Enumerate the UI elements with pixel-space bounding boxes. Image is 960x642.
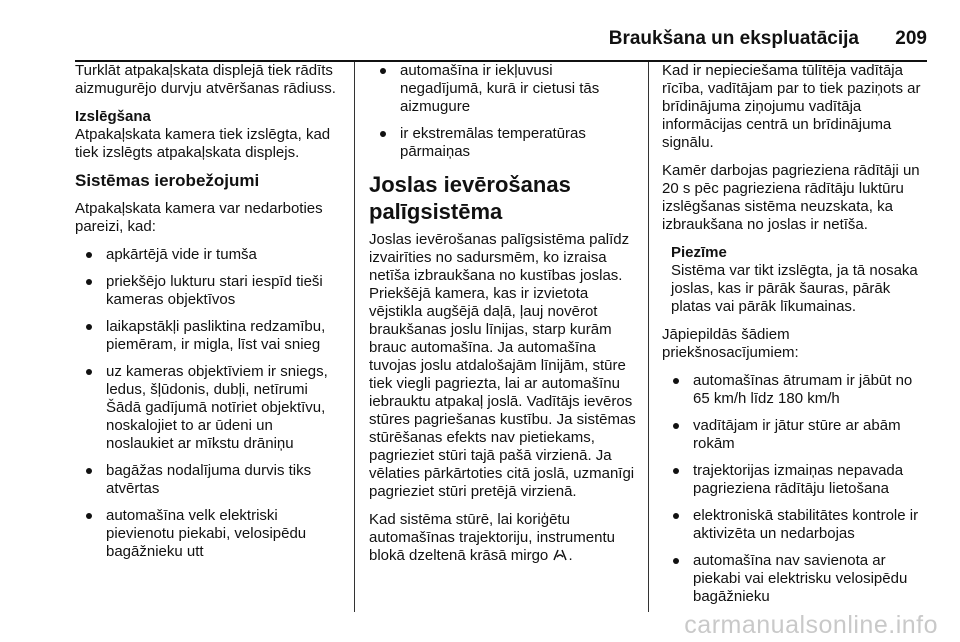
list-item: ir ekstremālas temperatūras pārmaiņas — [369, 125, 637, 161]
indicator-text: Kad sistēma stūrē, lai koriģētu automašīnas trajektoriju, instrumentu blokā dzeltenā krāsā mirgo — [369, 511, 615, 564]
note-text: Sistēma var tikt izslēgta, ja tā nosaka joslas, kas ir pārāk šauras, pārāk platas vai pārāk līkumainas. — [671, 262, 918, 315]
limits-list — [75, 246, 343, 561]
list-item: automašīna nav savienota ar piekabi vai elektrisku velosipēdu bagāžnieku — [662, 552, 930, 606]
list-item: trajektorijas izmaiņas nepavada pagrieziena rādītāju lietošana — [662, 462, 930, 498]
lane-assist-indicator-paragraph — [369, 511, 637, 565]
list-item: laikapstākļi pasliktina redzamību, piemēram, ir migla, līst vai snieg — [75, 318, 343, 354]
column-divider-2 — [648, 62, 649, 612]
intro-paragraph: Turklāt atpakaļskata displejā tiek rādīts aizmugurējo durvju atvēršanas rādiuss. — [75, 62, 336, 97]
note-box — [662, 244, 930, 316]
lane-keep-icon — [552, 549, 568, 561]
lane-assist-paragraph: Joslas ievērošanas palīgsistēma palīdz izvairīties no sadursmēm, ko izraisa netīša izbraukšana no kustības joslas. Priekšējā kamera, kas ir izvietota vējstikla augšējā daļā, ļauj novērot braukšanas joslu līnijas, starp kurām brauc automašīna. Ja automašīna tuvojas joslu atdalošajām līnijām, stūre tiek viegli pagriezta, lai ar automašīnu iebrauktu atpakaļ joslā. Vadītājs ievēros stūres pagriešanas kustību. Ja sistēmas stūrēšanas efekts nav pietiekams, pagrieziet stūri tajā pašā virzienā. Ja vēlaties pārkārtoties citā joslā, uzmanīgi pagrieziet stūri pretējā virzienā. — [369, 231, 636, 500]
limits-list-continued — [369, 62, 637, 161]
list-item: automašīna ir iekļuvusi negadījumā, kurā ir cietusi tās aizmugure — [369, 62, 637, 116]
warning-paragraph: Kad ir nepieciešama tūlītēja vadītāja rīcība, vadītājam par to tiek paziņots ar brīdinājuma ziņojumu vadītāja informācijas centrā un brīdinājuma signālu. — [662, 62, 921, 151]
list-item: automašīna velk elektriski pievienotu piekabi, velosipēdu bagāžnieku utt — [75, 507, 343, 561]
list-item: automašīnas ātrumam ir jābūt no 65 km/h līdz 180 km/h — [662, 372, 930, 408]
list-item: uz kameras objektīviem ir sniegs, ledus, šļūdonis, dubļi, netīrumi Šādā gadījumā notīriet objektīvu, noskalojiet to ar ūdeni un noslaukiet ar mīkstu drāniņu — [75, 363, 343, 453]
column-divider-1 — [354, 62, 355, 612]
section-title: Braukšana un ekspluatācija — [608, 28, 859, 49]
list-item: priekšējo lukturu stari iespīd tieši kameras objektīvos — [75, 273, 343, 309]
column-left — [75, 62, 343, 570]
off-paragraph: Atpakaļskata kamera tiek izslēgta, kad tiek izslēgts atpakaļskata displejs. — [75, 126, 331, 161]
list-item: elektroniskā stabilitātes kontrole ir aktivizēta un nedarbojas — [662, 507, 930, 543]
requirements-list — [662, 372, 930, 606]
requirements-intro: Jāpiepildās šādiem priekšnosacījumiem: — [662, 326, 799, 361]
list-item: apkārtējā vide ir tumša — [75, 246, 343, 264]
list-item: bagāžas nodalījuma durvis tiks atvērtas — [75, 462, 343, 498]
turn-signal-paragraph: Kamēr darbojas pagrieziena rādītāji un 20 s pēc pagrieziena rādītāju luktūru izslēgšanas sistēma neuzskata, ka izbraukšana no joslas ir netīša. — [662, 162, 920, 233]
note-heading: Piezīme — [671, 244, 727, 261]
watermark: carmanualsonline.info — [684, 611, 938, 639]
page-header — [75, 0, 927, 62]
section-heading: Joslas ievērošanas palīgsistēma — [369, 172, 571, 224]
list-item: vadītājam ir jātur stūre ar abām rokām — [662, 417, 930, 453]
page-number: 209 — [895, 28, 927, 49]
limits-heading: Sistēmas ierobežojumi — [75, 171, 260, 190]
off-heading: Izslēgšana — [75, 108, 151, 125]
limits-intro: Atpakaļskata kamera var nedarboties pareizi, kad: — [75, 200, 323, 235]
column-middle — [369, 62, 637, 575]
column-right — [662, 62, 930, 615]
indicator-text-end: . — [568, 547, 573, 564]
